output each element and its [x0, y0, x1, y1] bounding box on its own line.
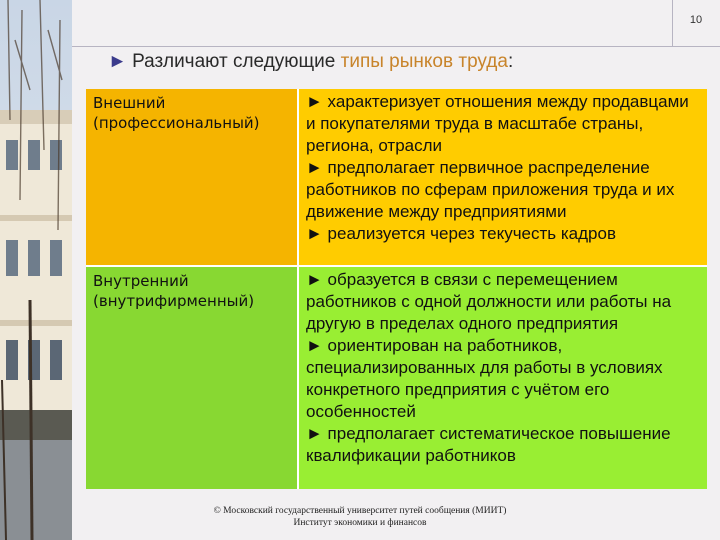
bullet-arrow-icon: ►: [108, 51, 127, 72]
labor-market-types-table: [86, 89, 707, 489]
description-line: ► образуется в связи с перемещением работников с одной должности или работы на другую в пределах одного предприятия: [306, 270, 672, 333]
description-line: ► предполагает систематическое повышение квалификации работников: [306, 424, 671, 465]
title-highlight: типы рынков труда: [340, 51, 508, 72]
market-type-label: Внутренний (внутрифирменный): [86, 266, 298, 489]
title-suffix: :: [507, 51, 514, 72]
footer-institute: Институт экономики и финансов: [293, 518, 427, 528]
description-line: ► предполагает первичное распределение работников по сферам приложения труда и их движение между предприятиями: [306, 158, 675, 221]
page-number: 10: [689, 14, 703, 26]
header-divider: [72, 46, 720, 47]
footer-copyright: © Московский государственный университет путей сообщения (МИИТ): [213, 506, 507, 516]
table-row-internal: [86, 266, 707, 489]
title-prefix: Различают следующие: [132, 51, 341, 72]
description-line: ► характеризует отношения между продавцами и покупателями труда в масштабе страны, региона, отрасли: [306, 92, 689, 155]
market-type-label: Внешний (профессиональный): [86, 89, 298, 266]
page-number-divider: [672, 0, 673, 46]
slide-title: [108, 51, 513, 73]
description-line: ► реализуется через текучесть кадров: [306, 224, 617, 243]
building-photo: [0, 0, 72, 540]
table-row-external: [86, 89, 707, 266]
footer: [150, 505, 570, 529]
market-type-description: [298, 89, 707, 266]
description-line: ► ориентирован на работников, специализированных для работы в условиях конкретного предприятия с учётом его особенностей: [306, 336, 663, 421]
market-type-description: [298, 266, 707, 489]
